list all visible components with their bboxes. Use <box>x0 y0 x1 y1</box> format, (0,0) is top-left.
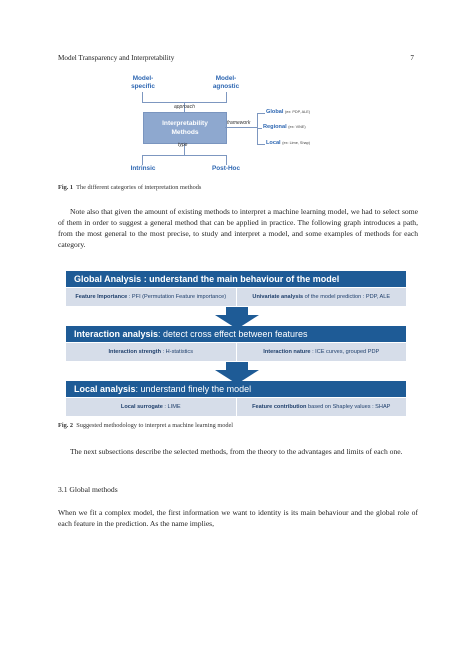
connector-line <box>142 155 227 156</box>
interaction-analysis-row <box>66 343 406 361</box>
connector-line <box>257 144 265 145</box>
interaction-strength-cell: Interaction strength : H-statistics <box>108 348 194 355</box>
local-analysis-row <box>66 398 406 416</box>
running-title: Model Transparency and Interpretability <box>58 54 175 62</box>
section-heading: 3.1 Global methods <box>58 485 118 494</box>
regional-item: Regional (ex: VINE) <box>263 124 306 130</box>
post-hoc-label: Post-Hoc <box>211 165 241 172</box>
approach-label: approach <box>174 104 195 110</box>
down-arrow <box>226 307 248 315</box>
intrinsic-label: Intrinsic <box>130 165 156 172</box>
interpretability-methods-box: Interpretability Methods <box>143 112 227 144</box>
feature-importance-cell: Feature Importance : PFI (Permutation Feature importance) <box>75 293 227 300</box>
connector-line <box>142 92 143 102</box>
connector-line <box>257 113 265 114</box>
local-analysis-header: Local analysis : understand finely the model <box>66 381 406 397</box>
univariate-analysis-cell: Univariate analysis of the model prediction : PDP, ALE <box>252 293 391 300</box>
connector-line <box>225 127 257 128</box>
feature-contribution-cell: Feature contribution based on Shapley values : SHAP <box>252 403 391 410</box>
interaction-analysis-header: Interaction analysis : detect cross effect between features <box>66 326 406 342</box>
local-item: Local (ex: Lime, Shap) <box>266 140 311 146</box>
framework-label: framework <box>227 120 251 126</box>
figure-2-caption: Fig. 2 Suggested methodology to interpret a machine learning model <box>58 422 234 429</box>
connector-line <box>226 155 227 165</box>
down-arrow <box>226 362 248 370</box>
connector-line <box>142 155 143 165</box>
global-analysis-header: Global Analysis : understand the main behaviour of the model <box>66 271 406 287</box>
running-head <box>58 54 414 62</box>
global-item: Global (ex: PDP, ALE) <box>266 109 311 115</box>
interaction-nature-cell: Interaction nature : ICE curves, grouped PDP <box>263 348 380 355</box>
model-specific-label: Model- specific <box>131 75 155 90</box>
type-label: type <box>178 142 188 148</box>
paragraph-3: When we fit a complex model, the first information we want to identity is its main behaviour and the global role of each feature in the prediction. As the name implies, <box>58 508 418 528</box>
global-analysis-row <box>66 288 406 306</box>
page-number: 7 <box>410 54 414 62</box>
paragraph-2: The next subsections describe the selected methods, from the theory to the advantages and limits of each one. <box>70 447 403 456</box>
paragraph-1: Note also that given the amount of existing methods to interpret a machine learning model, we had to select some of them in order to suggest a general method that can be applied in practice. The following graph introduces a path, from the most general to the most precise, to study and interpret a model, and some examples of methods for each category. <box>58 207 418 249</box>
connector-line <box>257 128 262 129</box>
local-surrogate-cell: Local surrogate : LIME <box>120 403 181 410</box>
model-agnostic-label: Model- agnostic <box>212 75 240 90</box>
connector-line <box>226 92 227 102</box>
figure-1-caption: Fig. 1 The different categories of interpretation methods <box>58 184 202 191</box>
